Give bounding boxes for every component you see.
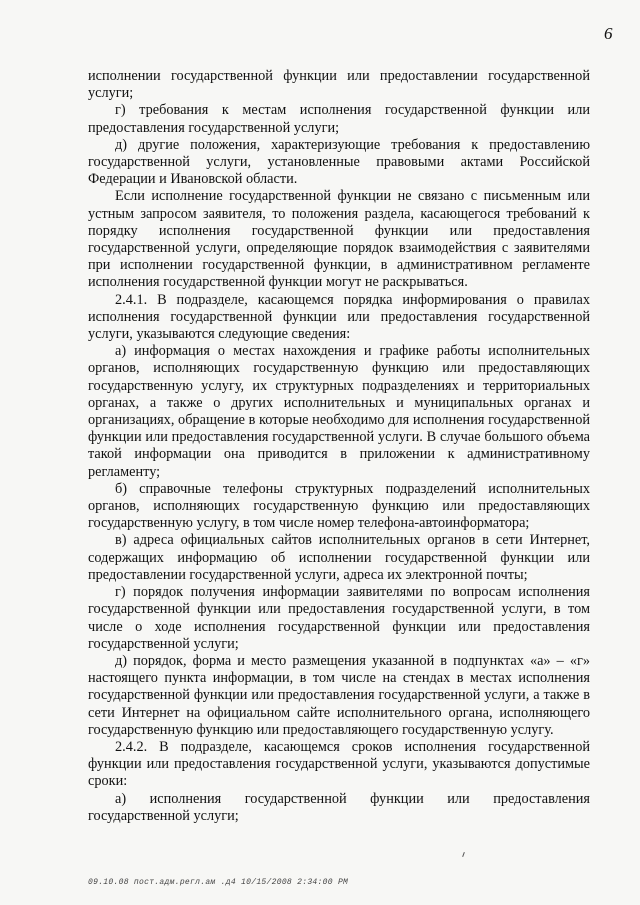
- document-body: [88, 68, 590, 825]
- paragraph-item-d2: д) порядок, форма и место размещения указанной в подпунктах «а» – «г» настоящего пункта информации, в том числе на стендах в местах исполнения государственной функции или предоставления государственной услуги, а также в сети Интернет на официальном сайте исполнительного органа, исполняющего государственную функцию или предоставляющего государственную услугу.: [88, 652, 590, 738]
- paragraph-2-4-2: 2.4.2. В подразделе, касающемся сроков исполнения государственной функции или предоставления государственной услуги, указываются допустимые сроки:: [88, 738, 590, 790]
- footer-file-info: 09.10.08 пост.адм.регл.ам .д4 10/15/2008 2:34:00 PM: [88, 878, 349, 887]
- paragraph-continuation: исполнении государственной функции или предоставлении государственной услуги;: [88, 68, 590, 102]
- paragraph-item-g: г) требования к местам исполнения государственной функции или предоставления государственной услуги;: [88, 102, 590, 136]
- page-number: 6: [604, 24, 613, 43]
- paragraph-item-a2: а) исполнения государственной функции или предоставления государственной услуги;: [88, 790, 590, 824]
- paragraph-item-d: д) другие положения, характеризующие требования к предоставлению государственной услуги, установленные правовыми актами Российской Федерации и Ивановской области.: [88, 136, 590, 188]
- paragraph-item-g2: г) порядок получения информации заявителями по вопросам исполнения государственной функции или предоставления государственной услуги, в том числе о ходе исполнения государственной функции или предоставления государственной услуги;: [88, 584, 590, 652]
- paragraph-note: Если исполнение государственной функции не связано с письменным или устным запросом заявителя, то положения раздела, касающегося требований к порядку исполнения государственной функции или предоставления государственной услуги, определяющие порядок взаимодействия с заявителями при исполнении государственной функции, в административном регламенте исполнения государственной функции могут не раскрываться.: [88, 188, 590, 291]
- paragraph-item-v: в) адреса официальных сайтов исполнительных органов в сети Интернет, содержащих информацию об исполнении государственной функции или предоставлении государственной услуги, адреса их электронной почты;: [88, 532, 590, 583]
- paragraph-item-a: а) информация о местах нахождения и графике работы исполнительных органов, исполняющих государственную функцию или предоставляющих государственную услугу, их структурных подразделениях и территориальных органах, а также о других исполнительных и муниципальных органах и организациях, обращение в которые необходимо для исполнения государственной функции или предоставления государственной услуги. В случае большого объема такой информации она приводится в приложении к административному регламенту;: [88, 343, 590, 480]
- paragraph-2-4-1: 2.4.1. В подразделе, касающемся порядка информирования о правилах исполнения государственной функции или предоставления государственной услуги, указываются следующие сведения:: [88, 291, 590, 343]
- scan-speck: [462, 852, 465, 857]
- paragraph-item-b: б) справочные телефоны структурных подразделений исполнительных органов, исполняющих государственную функцию или предоставляющих государственную услугу, в том числе номер телефона-автоинформатора;: [88, 480, 590, 532]
